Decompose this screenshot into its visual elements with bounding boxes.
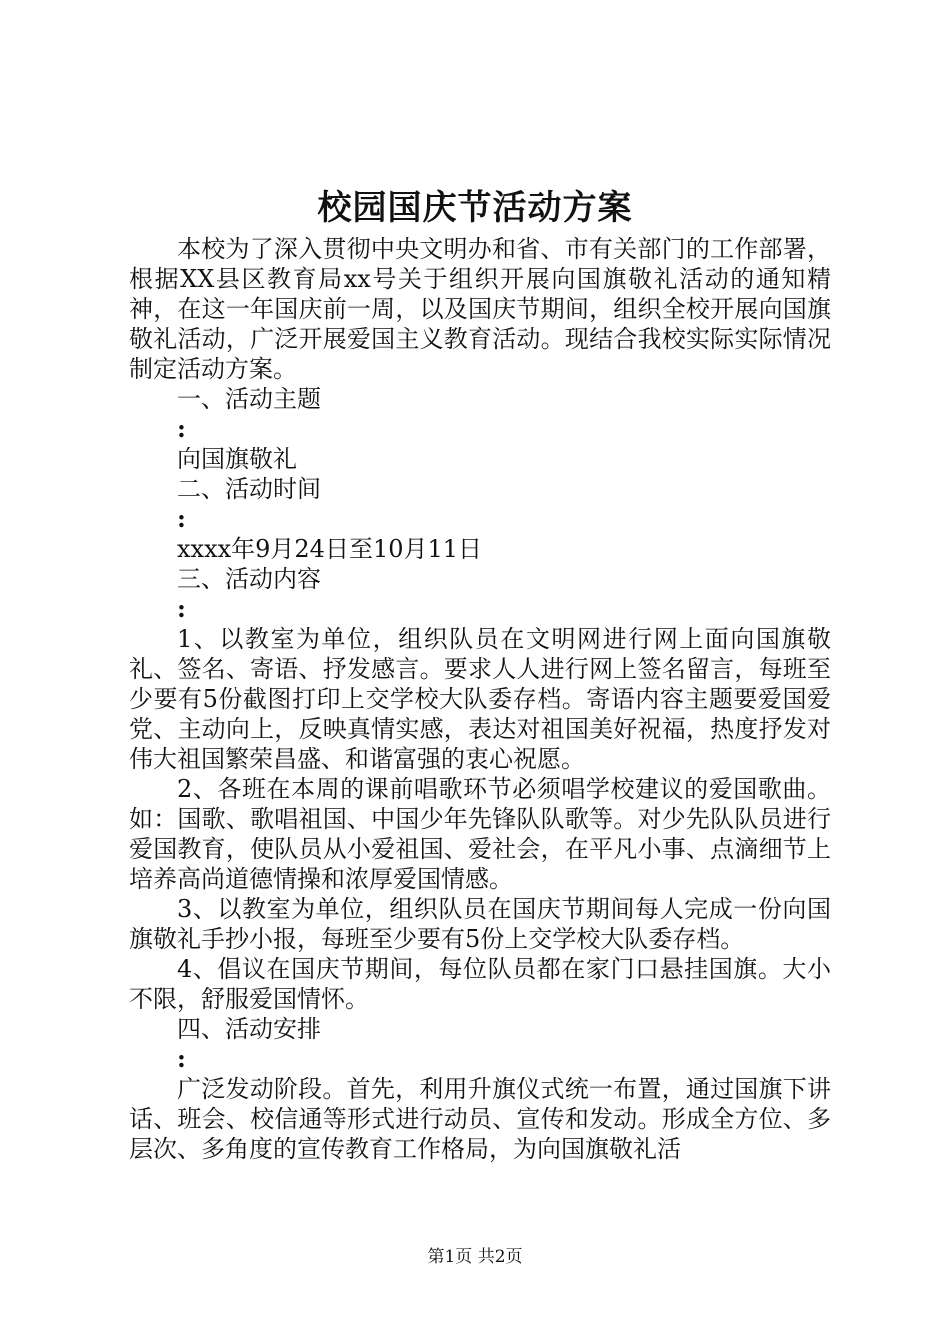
section-heading-arrangement: 四、活动安排 (177, 1015, 321, 1043)
intro-paragraph: 本校为了深入贯彻中央文明办和省、市有关部门的工作部署，根据XX县区教育局xx号关于组织开展向国旗敬礼活动的通知精神，在这一年国庆前一周，以及国庆节期间，组织全校开展向国旗敬礼活动，广泛开展爱国主义教育活动。现结合我校实际实际情况制定活动方案。 (129, 235, 831, 383)
section-colon-content: : (177, 594, 186, 623)
content-item-4: 4、倡议在国庆节期间，每位队员都在家门口悬挂国旗。大小不限，舒服爱国情怀。 (129, 955, 831, 1013)
document-body (129, 234, 831, 1164)
section-content-time: xxxx年9月24日至10月11日 (177, 535, 483, 563)
section-heading-theme: 一、活动主题 (177, 385, 321, 413)
section-colon-time: : (177, 504, 186, 533)
section-content-theme: 向国旗敬礼 (177, 445, 297, 473)
section-colon-arrangement: : (177, 1044, 186, 1073)
section-heading-content: 三、活动内容 (177, 565, 321, 593)
section-heading-time: 二、活动时间 (177, 475, 321, 503)
document-title: 校园国庆节活动方案 (317, 188, 633, 228)
content-item-3: 3、以教室为单位，组织队员在国庆节期间每人完成一份向国旗敬礼手抄小报，每班至少要有5份上交学校大队委存档。 (129, 895, 831, 953)
section-colon-theme: : (177, 414, 186, 443)
section-content-arrangement: 广泛发动阶段。首先，利用升旗仪式统一布置，通过国旗下讲话、班会、校信通等形式进行动员、宣传和发动。形成全方位、多层次、多角度的宣传教育工作格局，为向国旗敬礼活 (129, 1075, 831, 1163)
content-item-2: 2、各班在本周的课前唱歌环节必须唱学校建议的爱国歌曲。如：国歌、歌唱祖国、中国少年先锋队队歌等。对少先队队员进行爱国教育，使队员从小爱祖国、爱社会，在平凡小事、点滴细节上培养高尚道德情操和浓厚爱国情感。 (129, 775, 831, 893)
content-item-1: 1、以教室为单位，组织队员在文明网进行网上面向国旗敬礼、签名、寄语、抒发感言。要求人人进行网上签名留言，每班至少要有5份截图打印上交学校大队委存档。寄语内容主题要爱国爱党、主动向上，反映真情实感，表达对祖国美好祝福，热度抒发对伟大祖国繁荣昌盛、和谐富强的衷心祝愿。 (129, 625, 831, 773)
page-number-footer: 第1页 共2页 (427, 1247, 523, 1267)
